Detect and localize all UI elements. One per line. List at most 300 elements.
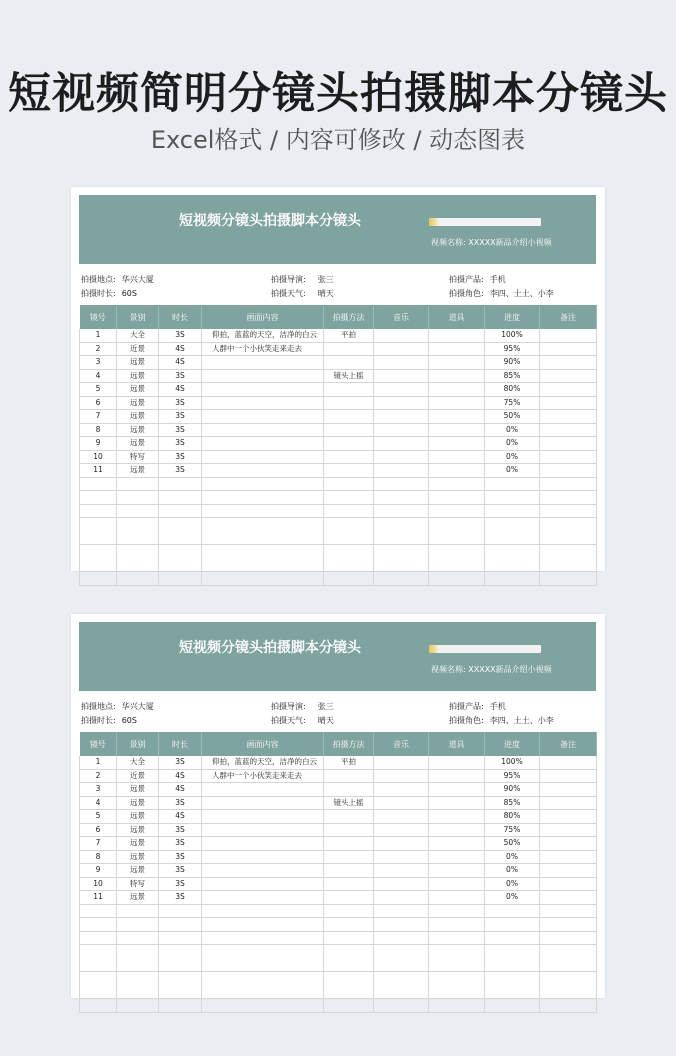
cell-shot-size[interactable]: 特写 bbox=[117, 877, 159, 891]
empty-cell[interactable] bbox=[117, 491, 159, 505]
cell-duration[interactable]: 4S bbox=[159, 356, 202, 370]
cell-frame-content[interactable] bbox=[202, 369, 324, 383]
cell-progress[interactable]: 85% bbox=[485, 369, 540, 383]
cell-frame-content[interactable] bbox=[202, 410, 324, 424]
cell-props[interactable] bbox=[429, 837, 485, 851]
cell-camera-method[interactable] bbox=[324, 877, 374, 891]
cell-progress[interactable]: 90% bbox=[485, 356, 540, 370]
cell-shot-no[interactable]: 8 bbox=[80, 850, 117, 864]
cell-props[interactable] bbox=[429, 396, 485, 410]
empty-cell[interactable] bbox=[429, 477, 485, 491]
empty-cell[interactable] bbox=[429, 918, 485, 932]
cell-frame-content[interactable] bbox=[202, 437, 324, 451]
cell-shot-no[interactable]: 5 bbox=[80, 383, 117, 397]
cell-remarks[interactable] bbox=[540, 891, 597, 905]
empty-cell[interactable] bbox=[202, 477, 324, 491]
cell-shot-size[interactable]: 远景 bbox=[117, 464, 159, 478]
cell-camera-method[interactable] bbox=[324, 423, 374, 437]
cell-props[interactable] bbox=[429, 329, 485, 342]
cell-duration[interactable]: 3S bbox=[159, 396, 202, 410]
empty-cell[interactable] bbox=[374, 572, 429, 586]
empty-cell[interactable] bbox=[429, 945, 485, 972]
empty-cell[interactable] bbox=[485, 931, 540, 945]
cell-shot-no[interactable]: 9 bbox=[80, 437, 117, 451]
cell-remarks[interactable] bbox=[540, 396, 597, 410]
empty-cell[interactable] bbox=[159, 491, 202, 505]
empty-cell[interactable] bbox=[159, 945, 202, 972]
empty-cell[interactable] bbox=[80, 918, 117, 932]
cell-shot-size[interactable]: 远景 bbox=[117, 783, 159, 797]
cell-shot-size[interactable]: 远景 bbox=[117, 796, 159, 810]
empty-cell[interactable] bbox=[324, 491, 374, 505]
cell-remarks[interactable] bbox=[540, 410, 597, 424]
empty-cell[interactable] bbox=[324, 945, 374, 972]
empty-cell[interactable] bbox=[324, 931, 374, 945]
cell-duration[interactable]: 3S bbox=[159, 850, 202, 864]
cell-props[interactable] bbox=[429, 437, 485, 451]
cell-music[interactable] bbox=[374, 823, 429, 837]
empty-cell[interactable] bbox=[80, 518, 117, 545]
cell-progress[interactable]: 95% bbox=[485, 342, 540, 356]
empty-cell[interactable] bbox=[159, 918, 202, 932]
cell-duration[interactable]: 3S bbox=[159, 756, 202, 769]
empty-cell[interactable] bbox=[374, 518, 429, 545]
cell-frame-content[interactable]: 仰拍，蓝蓝的天空，洁净的白云 bbox=[202, 329, 324, 342]
cell-props[interactable] bbox=[429, 756, 485, 769]
cell-camera-method[interactable] bbox=[324, 783, 374, 797]
cell-duration[interactable]: 3S bbox=[159, 329, 202, 342]
empty-cell[interactable] bbox=[540, 572, 597, 586]
empty-cell[interactable] bbox=[374, 491, 429, 505]
empty-cell[interactable] bbox=[159, 477, 202, 491]
cell-remarks[interactable] bbox=[540, 437, 597, 451]
empty-cell[interactable] bbox=[485, 972, 540, 999]
cell-remarks[interactable] bbox=[540, 450, 597, 464]
empty-cell[interactable] bbox=[324, 545, 374, 572]
empty-cell[interactable] bbox=[117, 477, 159, 491]
cell-remarks[interactable] bbox=[540, 369, 597, 383]
empty-cell[interactable] bbox=[324, 504, 374, 518]
empty-cell[interactable] bbox=[117, 999, 159, 1013]
cell-frame-content[interactable] bbox=[202, 783, 324, 797]
cell-props[interactable] bbox=[429, 769, 485, 783]
empty-cell[interactable] bbox=[202, 945, 324, 972]
empty-cell[interactable] bbox=[202, 518, 324, 545]
cell-duration[interactable]: 4S bbox=[159, 383, 202, 397]
cell-shot-no[interactable]: 1 bbox=[80, 329, 117, 342]
empty-cell[interactable] bbox=[374, 477, 429, 491]
cell-progress[interactable]: 50% bbox=[485, 837, 540, 851]
cell-music[interactable] bbox=[374, 891, 429, 905]
empty-cell[interactable] bbox=[429, 972, 485, 999]
cell-shot-no[interactable]: 6 bbox=[80, 396, 117, 410]
empty-cell[interactable] bbox=[202, 491, 324, 505]
cell-frame-content[interactable]: 人群中一个小伙笑走来走去 bbox=[202, 342, 324, 356]
cell-music[interactable] bbox=[374, 437, 429, 451]
cell-progress[interactable]: 0% bbox=[485, 450, 540, 464]
empty-cell[interactable] bbox=[202, 972, 324, 999]
empty-cell[interactable] bbox=[540, 945, 597, 972]
cell-frame-content[interactable] bbox=[202, 810, 324, 824]
cell-progress[interactable]: 0% bbox=[485, 437, 540, 451]
cell-music[interactable] bbox=[374, 877, 429, 891]
cell-shot-no[interactable]: 4 bbox=[80, 796, 117, 810]
cell-shot-no[interactable]: 11 bbox=[80, 891, 117, 905]
empty-cell[interactable] bbox=[485, 504, 540, 518]
cell-shot-size[interactable]: 远景 bbox=[117, 864, 159, 878]
cell-music[interactable] bbox=[374, 342, 429, 356]
cell-camera-method[interactable]: 平拍 bbox=[324, 329, 374, 342]
empty-cell[interactable] bbox=[485, 518, 540, 545]
cell-progress[interactable]: 95% bbox=[485, 769, 540, 783]
empty-cell[interactable] bbox=[485, 572, 540, 586]
cell-shot-size[interactable]: 远景 bbox=[117, 850, 159, 864]
cell-remarks[interactable] bbox=[540, 464, 597, 478]
empty-cell[interactable] bbox=[80, 545, 117, 572]
empty-cell[interactable] bbox=[485, 477, 540, 491]
cell-music[interactable] bbox=[374, 810, 429, 824]
cell-shot-size[interactable]: 特写 bbox=[117, 450, 159, 464]
cell-camera-method[interactable] bbox=[324, 823, 374, 837]
empty-cell[interactable] bbox=[202, 918, 324, 932]
cell-camera-method[interactable] bbox=[324, 450, 374, 464]
empty-cell[interactable] bbox=[80, 477, 117, 491]
cell-progress[interactable]: 0% bbox=[485, 891, 540, 905]
cell-progress[interactable]: 50% bbox=[485, 410, 540, 424]
empty-cell[interactable] bbox=[540, 477, 597, 491]
empty-cell[interactable] bbox=[80, 972, 117, 999]
empty-cell[interactable] bbox=[80, 904, 117, 918]
empty-cell[interactable] bbox=[80, 999, 117, 1013]
cell-duration[interactable]: 4S bbox=[159, 342, 202, 356]
cell-shot-size[interactable]: 近景 bbox=[117, 342, 159, 356]
empty-cell[interactable] bbox=[540, 972, 597, 999]
cell-shot-size[interactable]: 远景 bbox=[117, 823, 159, 837]
cell-camera-method[interactable] bbox=[324, 891, 374, 905]
cell-music[interactable] bbox=[374, 383, 429, 397]
cell-frame-content[interactable] bbox=[202, 450, 324, 464]
cell-duration[interactable]: 3S bbox=[159, 796, 202, 810]
empty-cell[interactable] bbox=[324, 904, 374, 918]
empty-cell[interactable] bbox=[324, 572, 374, 586]
cell-frame-content[interactable] bbox=[202, 877, 324, 891]
empty-cell[interactable] bbox=[485, 918, 540, 932]
empty-cell[interactable] bbox=[117, 545, 159, 572]
empty-cell[interactable] bbox=[159, 504, 202, 518]
empty-cell[interactable] bbox=[485, 999, 540, 1013]
cell-props[interactable] bbox=[429, 410, 485, 424]
cell-music[interactable] bbox=[374, 450, 429, 464]
cell-remarks[interactable] bbox=[540, 383, 597, 397]
cell-shot-no[interactable]: 10 bbox=[80, 877, 117, 891]
cell-camera-method[interactable] bbox=[324, 850, 374, 864]
cell-camera-method[interactable] bbox=[324, 810, 374, 824]
empty-cell[interactable] bbox=[202, 999, 324, 1013]
cell-music[interactable] bbox=[374, 356, 429, 370]
cell-camera-method[interactable] bbox=[324, 837, 374, 851]
empty-cell[interactable] bbox=[374, 931, 429, 945]
empty-cell[interactable] bbox=[202, 931, 324, 945]
empty-cell[interactable] bbox=[429, 999, 485, 1013]
empty-cell[interactable] bbox=[374, 945, 429, 972]
empty-cell[interactable] bbox=[80, 491, 117, 505]
cell-progress[interactable]: 0% bbox=[485, 864, 540, 878]
cell-shot-no[interactable]: 10 bbox=[80, 450, 117, 464]
cell-props[interactable] bbox=[429, 891, 485, 905]
cell-duration[interactable]: 3S bbox=[159, 437, 202, 451]
cell-frame-content[interactable] bbox=[202, 396, 324, 410]
cell-remarks[interactable] bbox=[540, 877, 597, 891]
empty-cell[interactable] bbox=[324, 999, 374, 1013]
cell-duration[interactable]: 4S bbox=[159, 810, 202, 824]
cell-props[interactable] bbox=[429, 823, 485, 837]
empty-cell[interactable] bbox=[485, 904, 540, 918]
empty-cell[interactable] bbox=[117, 972, 159, 999]
cell-camera-method[interactable] bbox=[324, 396, 374, 410]
cell-camera-method[interactable]: 平拍 bbox=[324, 756, 374, 769]
cell-remarks[interactable] bbox=[540, 423, 597, 437]
cell-props[interactable] bbox=[429, 864, 485, 878]
cell-duration[interactable]: 3S bbox=[159, 464, 202, 478]
empty-cell[interactable] bbox=[324, 918, 374, 932]
cell-frame-content[interactable]: 人群中一个小伙笑走来走去 bbox=[202, 769, 324, 783]
empty-cell[interactable] bbox=[80, 504, 117, 518]
cell-music[interactable] bbox=[374, 369, 429, 383]
cell-frame-content[interactable] bbox=[202, 356, 324, 370]
cell-progress[interactable]: 80% bbox=[485, 383, 540, 397]
cell-props[interactable] bbox=[429, 810, 485, 824]
cell-props[interactable] bbox=[429, 464, 485, 478]
cell-shot-size[interactable]: 远景 bbox=[117, 369, 159, 383]
cell-shot-size[interactable]: 远景 bbox=[117, 410, 159, 424]
empty-cell[interactable] bbox=[485, 945, 540, 972]
cell-duration[interactable]: 3S bbox=[159, 823, 202, 837]
cell-shot-size[interactable]: 大全 bbox=[117, 756, 159, 769]
cell-frame-content[interactable] bbox=[202, 464, 324, 478]
empty-cell[interactable] bbox=[540, 918, 597, 932]
empty-cell[interactable] bbox=[429, 931, 485, 945]
empty-cell[interactable] bbox=[429, 904, 485, 918]
empty-cell[interactable] bbox=[80, 945, 117, 972]
cell-music[interactable] bbox=[374, 464, 429, 478]
cell-music[interactable] bbox=[374, 423, 429, 437]
empty-cell[interactable] bbox=[159, 518, 202, 545]
cell-music[interactable] bbox=[374, 756, 429, 769]
empty-cell[interactable] bbox=[117, 572, 159, 586]
cell-props[interactable] bbox=[429, 369, 485, 383]
empty-cell[interactable] bbox=[159, 999, 202, 1013]
cell-remarks[interactable] bbox=[540, 810, 597, 824]
cell-music[interactable] bbox=[374, 864, 429, 878]
cell-duration[interactable]: 3S bbox=[159, 837, 202, 851]
cell-shot-size[interactable]: 远景 bbox=[117, 891, 159, 905]
empty-cell[interactable] bbox=[540, 491, 597, 505]
empty-cell[interactable] bbox=[159, 972, 202, 999]
cell-props[interactable] bbox=[429, 450, 485, 464]
cell-camera-method[interactable] bbox=[324, 437, 374, 451]
cell-remarks[interactable] bbox=[540, 329, 597, 342]
empty-cell[interactable] bbox=[117, 518, 159, 545]
cell-remarks[interactable] bbox=[540, 864, 597, 878]
cell-duration[interactable]: 3S bbox=[159, 369, 202, 383]
empty-cell[interactable] bbox=[202, 572, 324, 586]
cell-frame-content[interactable] bbox=[202, 891, 324, 905]
cell-progress[interactable]: 0% bbox=[485, 877, 540, 891]
empty-cell[interactable] bbox=[159, 545, 202, 572]
cell-remarks[interactable] bbox=[540, 823, 597, 837]
empty-cell[interactable] bbox=[374, 504, 429, 518]
empty-cell[interactable] bbox=[429, 518, 485, 545]
cell-shot-no[interactable]: 4 bbox=[80, 369, 117, 383]
cell-shot-size[interactable]: 远景 bbox=[117, 437, 159, 451]
cell-music[interactable] bbox=[374, 329, 429, 342]
empty-cell[interactable] bbox=[374, 999, 429, 1013]
cell-camera-method[interactable] bbox=[324, 383, 374, 397]
cell-camera-method[interactable] bbox=[324, 356, 374, 370]
cell-shot-size[interactable]: 远景 bbox=[117, 356, 159, 370]
cell-music[interactable] bbox=[374, 796, 429, 810]
cell-duration[interactable]: 3S bbox=[159, 891, 202, 905]
empty-cell[interactable] bbox=[540, 545, 597, 572]
empty-cell[interactable] bbox=[374, 904, 429, 918]
cell-progress[interactable]: 0% bbox=[485, 423, 540, 437]
cell-shot-no[interactable]: 5 bbox=[80, 810, 117, 824]
cell-shot-size[interactable]: 远景 bbox=[117, 810, 159, 824]
empty-cell[interactable] bbox=[117, 945, 159, 972]
cell-camera-method[interactable] bbox=[324, 769, 374, 783]
cell-progress[interactable]: 75% bbox=[485, 823, 540, 837]
cell-progress[interactable]: 100% bbox=[485, 756, 540, 769]
cell-shot-no[interactable]: 2 bbox=[80, 769, 117, 783]
cell-camera-method[interactable] bbox=[324, 342, 374, 356]
empty-cell[interactable] bbox=[159, 572, 202, 586]
cell-music[interactable] bbox=[374, 410, 429, 424]
cell-music[interactable] bbox=[374, 769, 429, 783]
empty-cell[interactable] bbox=[117, 918, 159, 932]
cell-shot-no[interactable]: 2 bbox=[80, 342, 117, 356]
cell-shot-no[interactable]: 8 bbox=[80, 423, 117, 437]
empty-cell[interactable] bbox=[374, 972, 429, 999]
cell-duration[interactable]: 3S bbox=[159, 864, 202, 878]
empty-cell[interactable] bbox=[429, 545, 485, 572]
cell-shot-size[interactable]: 远景 bbox=[117, 396, 159, 410]
cell-progress[interactable]: 0% bbox=[485, 464, 540, 478]
empty-cell[interactable] bbox=[324, 477, 374, 491]
cell-camera-method[interactable] bbox=[324, 464, 374, 478]
empty-cell[interactable] bbox=[429, 504, 485, 518]
cell-progress[interactable]: 85% bbox=[485, 796, 540, 810]
cell-remarks[interactable] bbox=[540, 796, 597, 810]
cell-music[interactable] bbox=[374, 837, 429, 851]
cell-shot-size[interactable]: 远景 bbox=[117, 383, 159, 397]
empty-cell[interactable] bbox=[485, 545, 540, 572]
cell-frame-content[interactable] bbox=[202, 383, 324, 397]
cell-music[interactable] bbox=[374, 396, 429, 410]
cell-duration[interactable]: 3S bbox=[159, 877, 202, 891]
empty-cell[interactable] bbox=[540, 504, 597, 518]
empty-cell[interactable] bbox=[374, 545, 429, 572]
cell-frame-content[interactable] bbox=[202, 850, 324, 864]
empty-cell[interactable] bbox=[80, 931, 117, 945]
cell-frame-content[interactable] bbox=[202, 796, 324, 810]
cell-props[interactable] bbox=[429, 342, 485, 356]
empty-cell[interactable] bbox=[117, 904, 159, 918]
cell-remarks[interactable] bbox=[540, 756, 597, 769]
cell-remarks[interactable] bbox=[540, 342, 597, 356]
empty-cell[interactable] bbox=[429, 491, 485, 505]
cell-progress[interactable]: 100% bbox=[485, 329, 540, 342]
cell-shot-size[interactable]: 远景 bbox=[117, 837, 159, 851]
cell-remarks[interactable] bbox=[540, 783, 597, 797]
empty-cell[interactable] bbox=[159, 931, 202, 945]
empty-cell[interactable] bbox=[540, 518, 597, 545]
cell-music[interactable] bbox=[374, 783, 429, 797]
cell-remarks[interactable] bbox=[540, 769, 597, 783]
cell-shot-no[interactable]: 11 bbox=[80, 464, 117, 478]
cell-frame-content[interactable] bbox=[202, 823, 324, 837]
cell-props[interactable] bbox=[429, 796, 485, 810]
empty-cell[interactable] bbox=[540, 931, 597, 945]
cell-shot-no[interactable]: 7 bbox=[80, 410, 117, 424]
cell-progress[interactable]: 90% bbox=[485, 783, 540, 797]
cell-progress[interactable]: 75% bbox=[485, 396, 540, 410]
cell-frame-content[interactable] bbox=[202, 864, 324, 878]
empty-cell[interactable] bbox=[324, 972, 374, 999]
cell-props[interactable] bbox=[429, 383, 485, 397]
empty-cell[interactable] bbox=[117, 931, 159, 945]
cell-props[interactable] bbox=[429, 423, 485, 437]
cell-progress[interactable]: 80% bbox=[485, 810, 540, 824]
cell-shot-no[interactable]: 6 bbox=[80, 823, 117, 837]
cell-music[interactable] bbox=[374, 850, 429, 864]
cell-shot-no[interactable]: 7 bbox=[80, 837, 117, 851]
cell-progress[interactable]: 0% bbox=[485, 850, 540, 864]
cell-camera-method[interactable] bbox=[324, 864, 374, 878]
cell-remarks[interactable] bbox=[540, 356, 597, 370]
empty-cell[interactable] bbox=[117, 504, 159, 518]
empty-cell[interactable] bbox=[429, 572, 485, 586]
cell-shot-no[interactable]: 3 bbox=[80, 356, 117, 370]
cell-remarks[interactable] bbox=[540, 837, 597, 851]
cell-camera-method[interactable]: 镜头上摇 bbox=[324, 369, 374, 383]
cell-duration[interactable]: 3S bbox=[159, 423, 202, 437]
cell-frame-content[interactable] bbox=[202, 837, 324, 851]
cell-shot-size[interactable]: 大全 bbox=[117, 329, 159, 342]
empty-cell[interactable] bbox=[80, 572, 117, 586]
cell-duration[interactable]: 4S bbox=[159, 783, 202, 797]
empty-cell[interactable] bbox=[202, 904, 324, 918]
cell-props[interactable] bbox=[429, 783, 485, 797]
empty-cell[interactable] bbox=[202, 545, 324, 572]
cell-duration[interactable]: 3S bbox=[159, 410, 202, 424]
cell-props[interactable] bbox=[429, 877, 485, 891]
cell-frame-content[interactable]: 仰拍，蓝蓝的天空，洁净的白云 bbox=[202, 756, 324, 769]
empty-cell[interactable] bbox=[159, 904, 202, 918]
cell-shot-size[interactable]: 近景 bbox=[117, 769, 159, 783]
cell-camera-method[interactable]: 镜头上摇 bbox=[324, 796, 374, 810]
empty-cell[interactable] bbox=[540, 999, 597, 1013]
cell-remarks[interactable] bbox=[540, 850, 597, 864]
cell-shot-no[interactable]: 9 bbox=[80, 864, 117, 878]
empty-cell[interactable] bbox=[324, 518, 374, 545]
cell-duration[interactable]: 4S bbox=[159, 769, 202, 783]
empty-cell[interactable] bbox=[485, 491, 540, 505]
empty-cell[interactable] bbox=[374, 918, 429, 932]
empty-cell[interactable] bbox=[202, 504, 324, 518]
cell-camera-method[interactable] bbox=[324, 410, 374, 424]
cell-duration[interactable]: 3S bbox=[159, 450, 202, 464]
cell-frame-content[interactable] bbox=[202, 423, 324, 437]
